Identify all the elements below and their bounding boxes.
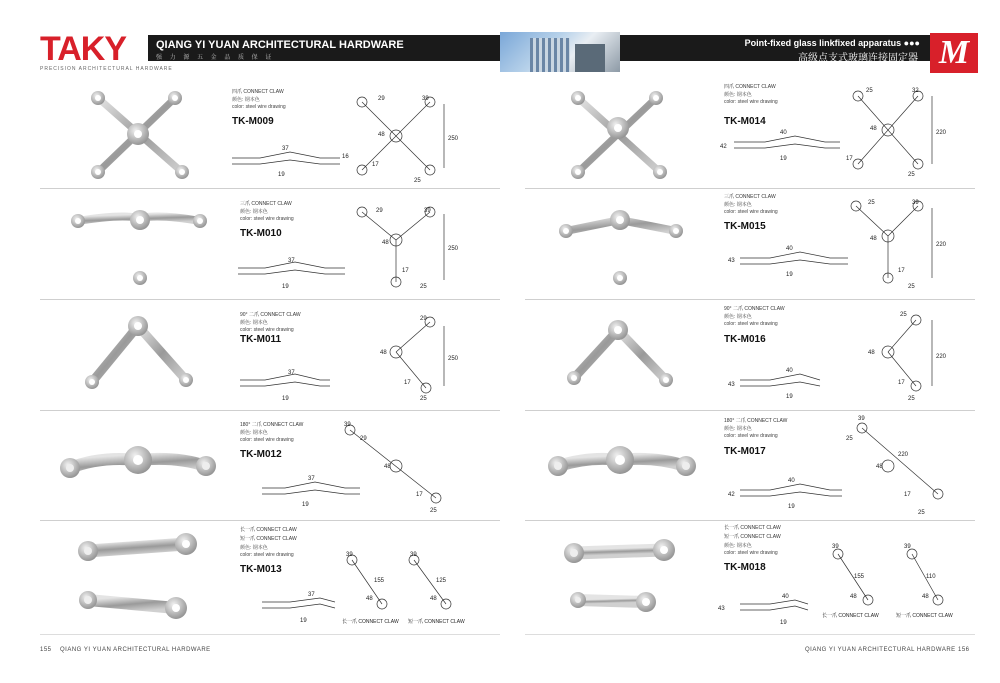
footer-divider (525, 634, 975, 635)
dim-48: 48 (382, 240, 389, 246)
dim-250: 250 (448, 136, 459, 142)
dim-25: 25 (918, 510, 925, 516)
material-label: color: steel wire drawing (724, 433, 778, 439)
product-code: TK-M014 (724, 116, 766, 127)
dim-25: 25 (866, 88, 873, 94)
dim-48: 48 (922, 594, 929, 600)
dim-29: 29 (420, 316, 427, 322)
dim-37: 37 (282, 146, 289, 152)
dim-17: 17 (898, 268, 905, 274)
claw-photo-m015 (559, 210, 683, 285)
dim-39: 39 (912, 200, 919, 206)
claw-photo-m016 (567, 320, 673, 387)
dim-125: 125 (436, 578, 447, 584)
dim-39: 39 (858, 416, 865, 422)
product-code: TK-M015 (724, 221, 766, 232)
dim-17: 17 (402, 268, 409, 274)
claw-type-label: 90° 二爪 CONNECT CLAW (240, 312, 301, 318)
material-label: color: steel wire drawing (724, 550, 778, 556)
dim-39: 39 (344, 422, 351, 428)
dim-220: 220 (936, 130, 947, 136)
dim-32: 32 (912, 88, 919, 94)
dim-48: 48 (850, 594, 857, 600)
dim-25: 25 (420, 284, 427, 290)
dim-42: 42 (720, 144, 727, 150)
dim-37: 37 (308, 592, 315, 598)
claw-type-label: 90° 二爪 CONNECT CLAW (724, 306, 785, 312)
material-label: color: steel wire drawing (240, 437, 294, 443)
drawing-caption: 短一爪 CONNECT CLAW (896, 613, 953, 619)
claw-type-label: 长一爪 CONNECT CLAW (724, 525, 781, 531)
dim-42: 42 (728, 492, 735, 498)
dim-29: 29 (376, 208, 383, 214)
product-code: TK-M017 (724, 446, 766, 457)
dim-220: 220 (936, 354, 947, 360)
material-label: 颜色: 钢本色 (724, 543, 752, 549)
dimension-labels-left (278, 96, 459, 624)
dim-39: 39 (422, 96, 429, 102)
dim-25: 25 (900, 312, 907, 318)
dim-19: 19 (788, 504, 795, 510)
claw-type-label: 四爪 CONNECT CLAW (724, 84, 776, 90)
dim-25: 25 (908, 396, 915, 402)
claw-type-label-2: 短一爪 CONNECT CLAW (240, 536, 297, 542)
page-number-left: 155 (40, 647, 52, 653)
dim-19: 19 (786, 394, 793, 400)
footer-divider (40, 634, 500, 635)
drawing-caption: 长一爪 CONNECT CLAW (822, 613, 879, 619)
dim-43: 43 (728, 382, 735, 388)
dim-19: 19 (780, 620, 787, 626)
dim-29: 29 (378, 96, 385, 102)
dim-17: 17 (372, 162, 379, 168)
dim-17: 17 (846, 156, 853, 162)
dim-220: 220 (936, 242, 947, 248)
dim-43: 43 (728, 258, 735, 264)
dim-25: 25 (908, 284, 915, 290)
drawing-caption: 长一爪 CONNECT CLAW (342, 619, 399, 625)
dim-19: 19 (780, 156, 787, 162)
brand-tagline: PRECISION ARCHITECTURAL HARDWARE (40, 66, 173, 72)
claw-photo-m009 (91, 91, 189, 179)
dim-48: 48 (380, 350, 387, 356)
dim-16: 16 (342, 154, 349, 160)
drawing-caption: 短一爪 CONNECT CLAW (408, 619, 465, 625)
dim-19: 19 (282, 396, 289, 402)
dim-39: 39 (346, 552, 353, 558)
product-code: TK-M016 (724, 334, 766, 345)
dim-19: 19 (282, 284, 289, 290)
dim-37: 37 (288, 370, 295, 376)
dim-40: 40 (786, 246, 793, 252)
material-label: 颜色: 钢本色 (724, 314, 752, 320)
page-number-right: 156 (958, 647, 970, 653)
material-label: 颜色: 钢本色 (724, 92, 752, 98)
dim-19: 19 (300, 618, 307, 624)
dim-19: 19 (302, 502, 309, 508)
material-label: color: steel wire drawing (724, 99, 778, 105)
claw-photo-m014 (571, 91, 667, 179)
dim-48: 48 (366, 596, 373, 602)
dim-25: 25 (868, 200, 875, 206)
material-label: 颜色: 钢本色 (240, 320, 268, 326)
dim-48: 48 (430, 596, 437, 602)
dim-48: 48 (876, 464, 883, 470)
dim-17: 17 (404, 380, 411, 386)
product-code: TK-M013 (240, 564, 282, 575)
left-title: QIANG YI YUAN ARCHITECTURAL HARDWARE (156, 39, 404, 51)
dim-155: 155 (854, 574, 865, 580)
dim-220: 220 (898, 452, 909, 458)
material-label: 颜色: 钢本色 (724, 202, 752, 208)
material-label: 颜色: 钢本色 (240, 545, 268, 551)
dim-17: 17 (904, 492, 911, 498)
dim-48: 48 (870, 236, 877, 242)
dim-40: 40 (782, 594, 789, 600)
claw-type-label: 180° 二爪 CONNECT CLAW (240, 422, 304, 428)
product-code: TK-M018 (724, 562, 766, 573)
material-label: 颜色: 钢本色 (724, 426, 752, 432)
claw-type-label: 三爪 CONNECT CLAW (240, 201, 292, 207)
dim-48: 48 (870, 126, 877, 132)
dim-110: 110 (926, 574, 936, 580)
claw-type-label: 长一爪 CONNECT CLAW (240, 527, 297, 533)
claw-type-label: 四爪 CONNECT CLAW (232, 89, 284, 95)
dim-39: 39 (410, 552, 417, 558)
claw-type-label: 三爪 CONNECT CLAW (724, 194, 776, 200)
product-code: TK-M010 (240, 228, 282, 239)
claw-photo-m012 (60, 446, 216, 478)
claw-type-label-2: 短一爪 CONNECT CLAW (724, 534, 781, 540)
material-label: 颜色: 钢本色 (240, 209, 268, 215)
dim-17: 17 (898, 380, 905, 386)
claw-photo-m017 (548, 446, 696, 476)
claw-photo-m018 (564, 539, 675, 612)
dim-37: 37 (288, 258, 295, 264)
product-code: TK-M011 (240, 334, 282, 345)
dim-25: 25 (908, 172, 915, 178)
material-label: 颜色: 钢本色 (232, 97, 260, 103)
footer-text-right: QIANG YI YUAN ARCHITECTURAL HARDWARE (805, 647, 956, 653)
material-label: color: steel wire drawing (240, 552, 294, 558)
right-title: Point-fixed glass linkfixed apparatus ●●● (744, 38, 920, 48)
dim-48: 48 (868, 350, 875, 356)
claw-photo-m013 (78, 533, 197, 619)
material-label: color: steel wire drawing (724, 321, 778, 327)
dim-40: 40 (786, 368, 793, 374)
dim-48: 48 (384, 464, 391, 470)
claw-type-label: 180° 二爪 CONNECT CLAW (724, 418, 788, 424)
dim-250: 250 (448, 356, 459, 362)
dim-19: 19 (786, 272, 793, 278)
dim-29: 29 (360, 436, 367, 442)
right-subtitle: 高级点支式玻璃连接固定器 (798, 53, 918, 64)
dim-25: 25 (420, 396, 427, 402)
product-code: TK-M009 (232, 116, 274, 127)
material-label: color: steel wire drawing (724, 209, 778, 215)
claw-photo-m011 (85, 316, 193, 389)
dim-25: 25 (414, 178, 421, 184)
dim-155: 155 (374, 578, 385, 584)
dim-250: 250 (448, 246, 459, 252)
dim-39: 39 (424, 208, 431, 214)
material-label: color: steel wire drawing (240, 216, 294, 222)
dim-17: 17 (416, 492, 423, 498)
brand-logo: TAKY (40, 30, 127, 68)
material-label: color: steel wire drawing (232, 104, 286, 110)
dim-19: 19 (278, 172, 285, 178)
dim-25: 25 (846, 436, 853, 442)
dim-39: 39 (904, 544, 911, 550)
dim-48: 48 (378, 132, 385, 138)
technical-drawings (232, 91, 943, 610)
left-subtitle: 强 力 源 五 金 品 质 保 证 (156, 55, 275, 61)
dim-40: 40 (780, 130, 787, 136)
dimension-labels-right (718, 88, 947, 626)
section-letter: M (930, 33, 978, 73)
dim-43: 43 (718, 606, 725, 612)
footer-text-left: QIANG YI YUAN ARCHITECTURAL HARDWARE (60, 647, 211, 653)
material-label: color: steel wire drawing (240, 327, 294, 333)
dim-39: 39 (832, 544, 839, 550)
product-code: TK-M012 (240, 449, 282, 460)
dim-40: 40 (788, 478, 795, 484)
dim-25: 25 (430, 508, 437, 514)
material-label: 颜色: 钢本色 (240, 430, 268, 436)
dim-37: 37 (308, 476, 315, 482)
claw-photo-m010 (71, 210, 207, 285)
